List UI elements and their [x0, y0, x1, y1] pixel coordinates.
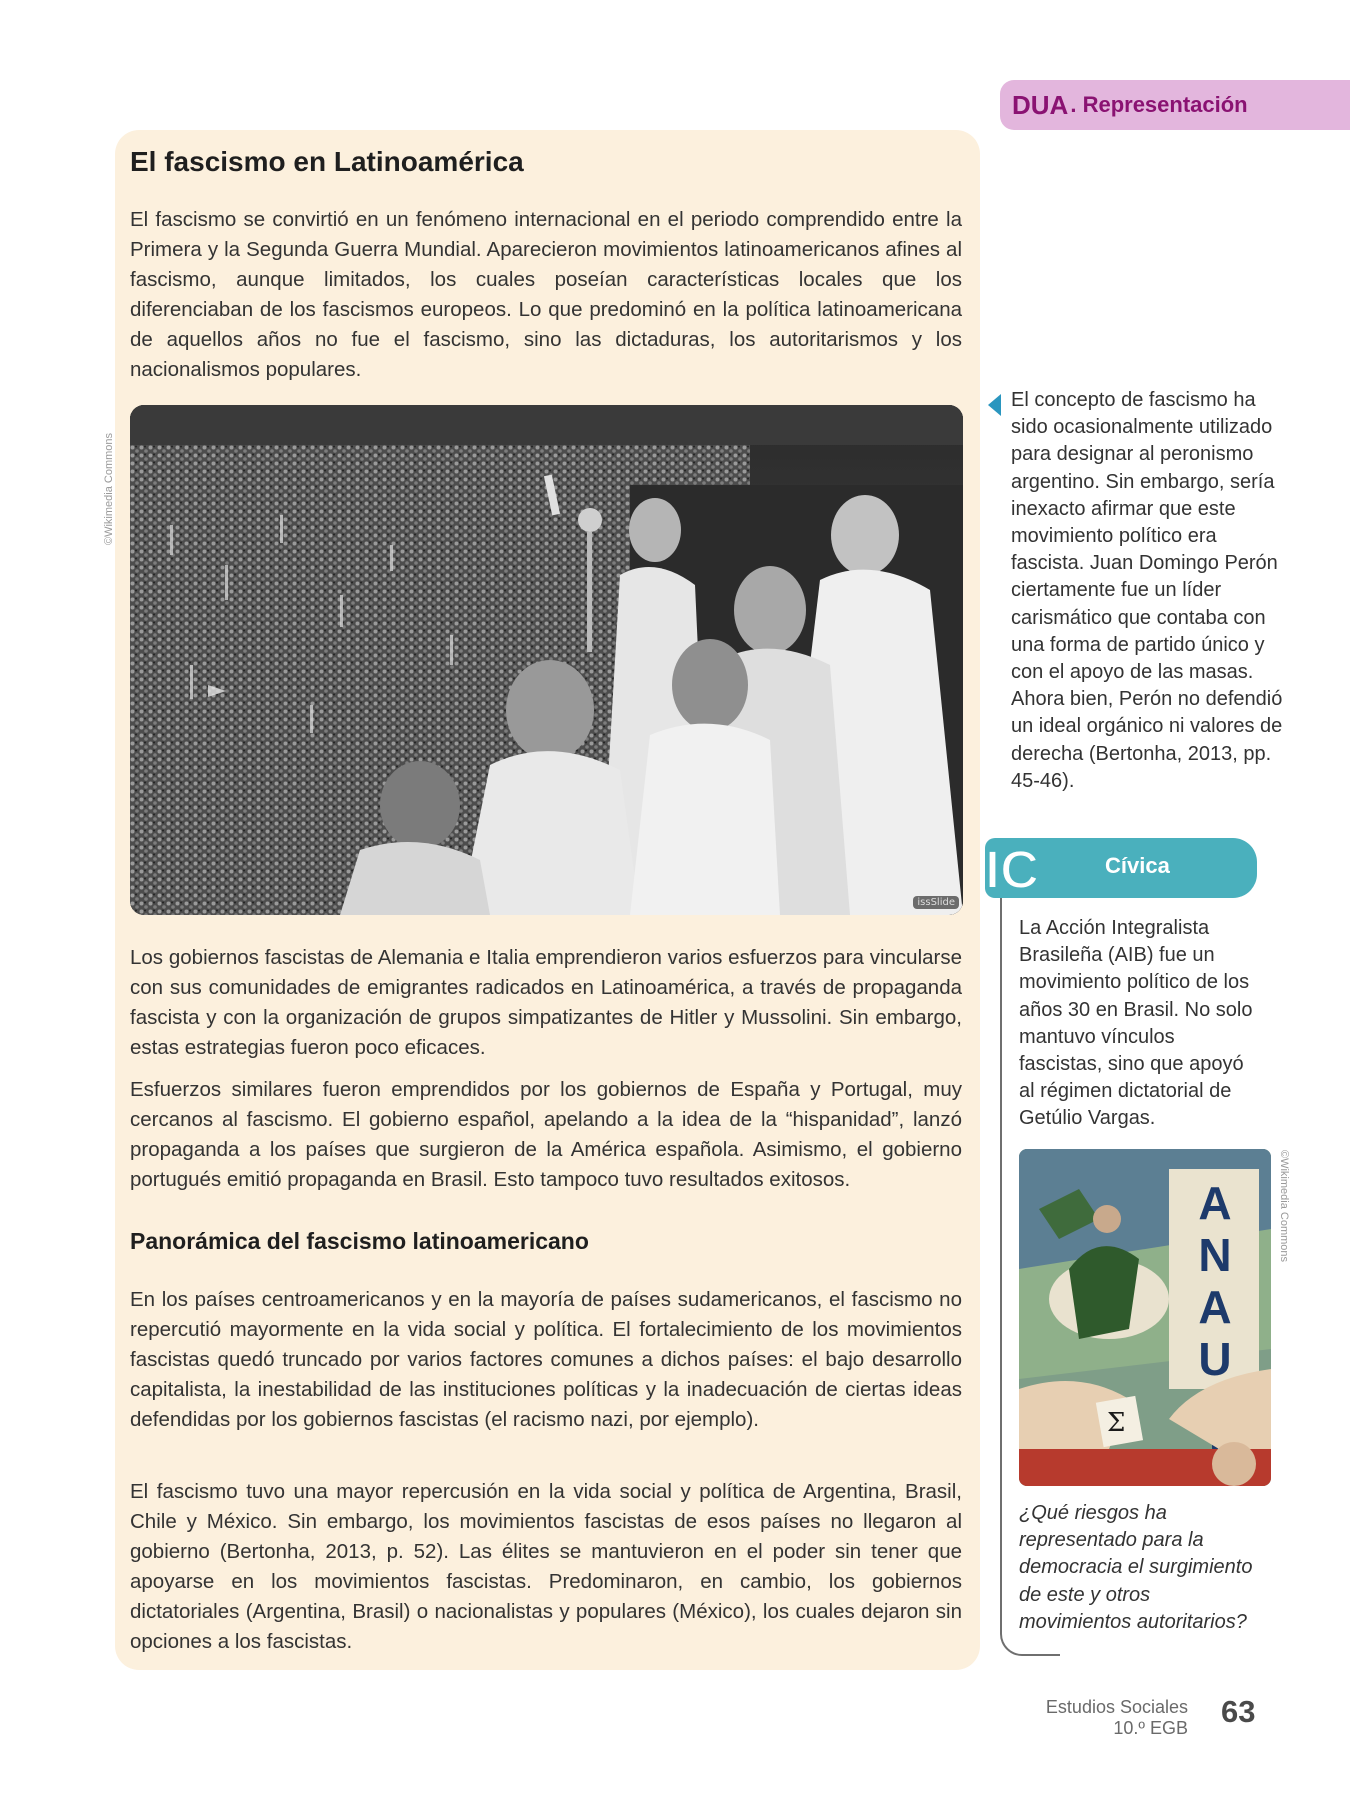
civica-label: Cívica	[1105, 853, 1170, 878]
page-title: El fascismo en Latinoamérica	[130, 146, 524, 177]
photo-watermark: issSlide	[913, 896, 959, 909]
arrow-left-icon	[988, 394, 1001, 416]
dua-subtitle: . Representación	[1070, 92, 1248, 117]
photo-credit: ©Wikimedia Commons	[103, 432, 115, 545]
rally-photo	[130, 405, 963, 915]
svg-text:ANAUÊ!: A N A U	[1198, 1177, 1232, 1385]
integralista-poster	[1019, 1149, 1271, 1486]
poster-illustration	[1019, 1149, 1271, 1486]
civica-ic-icon	[983, 838, 1055, 898]
intro-paragraph: El fascismo se convirtió en un fenómeno internacional en el periodo comprendido entre la Primera y la Segunda Guerra Mundial. Aparecieron movimientos latinoamericanos afines al fascismo, aunque limitados, los cuales poseían características locales que los diferenciaban de los fascismos europeos. Lo que predominó en la política latinoamericana de aquellos años no fue el fascismo, sino las dictaduras, los autoritarismos y los nacionalismos populares.	[130, 208, 962, 381]
footer-subject: Estudios Sociales	[1045, 1697, 1188, 1717]
paragraph-german-italian: Los gobiernos fascistas de Alemania e Italia emprendieron varios esfuerzos para vincularse con sus comunidades de emigrantes radicados en Latinoamérica, a través de propaganda fascista y con la organización de grupos simpatizantes de Hitler y Mussolini. Sin embargo, estas estrategias fueron poco eficaces.	[130, 946, 962, 1059]
paragraph-panorama-2: El fascismo tuvo una mayor repercusión en la vida social y política de Argentina, Brasil, Chile y México. Sin embargo, los movimientos fascistas de esos países no llegaron al gobierno (Bertonha, 2013, p. 52). Las élites se mantuvieron en el poder sin tener que apoyarse en los movimientos fascistas. Predominaron, en cambio, los gobiernos dictatoriales (Argentina, Brasil) o nacionalistas y populares (México), los cuales dejaron sin opciones a los fascistas.	[130, 1480, 962, 1653]
poster-credit: ©Wikimedia Commons	[1278, 1150, 1290, 1263]
side-note-peronismo: El concepto de fascismo ha sido ocasionalmente utilizado para designar al peronismo argentino. Sin embargo, sería inexacto afirmar que este movimiento político era fascista. Juan Domingo Perón ciertamente fue un líder carismático que contaba con una forma de partido único y con el apoyo de las masas. Ahora bien, Perón no defendió un ideal orgánico ni valores de derecha (Bertonha, 2013, pp. 45-46).	[1011, 389, 1283, 792]
svg-text:Σ: Σ	[1107, 1408, 1126, 1438]
dua-tab	[1000, 80, 1350, 130]
rally-photo-illustration	[130, 405, 963, 915]
footer-grade: 10.º EGB	[1113, 1718, 1188, 1738]
section-subtitle: Panorámica del fascismo latinoamericano	[130, 1228, 589, 1254]
paragraph-panorama-1: En los países centroamericanos y en la mayoría de países sudamericanos, el fascismo no repercutió mayormente en la vida social y política. El fortalecimiento de los movimientos fascistas quedó truncado por varios factores comunes a dichos países: el bajo desarrollo capitalista, la inestabilidad de las instituciones políticas y la inadecuación de ciertas ideas defendidas por los gobiernos fascistas (el racismo nazi, por ejemplo).	[130, 1288, 962, 1431]
civica-text: La Acción Integralista Brasileña (AIB) fue un movimiento político de los años 30 en Brasil. No solo mantuvo vínculos fascistas, sino que apoyó al régimen dictatorial de Getúlio Vargas.	[1019, 917, 1253, 1130]
dua-label: DUA	[1012, 89, 1069, 120]
page-number: 63	[1221, 1694, 1256, 1729]
civica-ic-mark: IC	[985, 840, 1039, 898]
reflection-question: ¿Qué riesgos ha representado para la democracia el surgimiento de este y otros movimientos autoritarios?	[1019, 1502, 1253, 1633]
paragraph-spain-portugal: Esfuerzos similares fueron emprendidos por los gobiernos de España y Portugal, muy cercanos al fascismo. El gobierno español, apelando a la idea de la “hispanidad”, lanzó propaganda a los países que surgieron de la América española. Asimismo, el gobierno portugués emitió propaganda en Brasil. Esto tampoco tuvo resultados exitosos.	[130, 1078, 962, 1191]
